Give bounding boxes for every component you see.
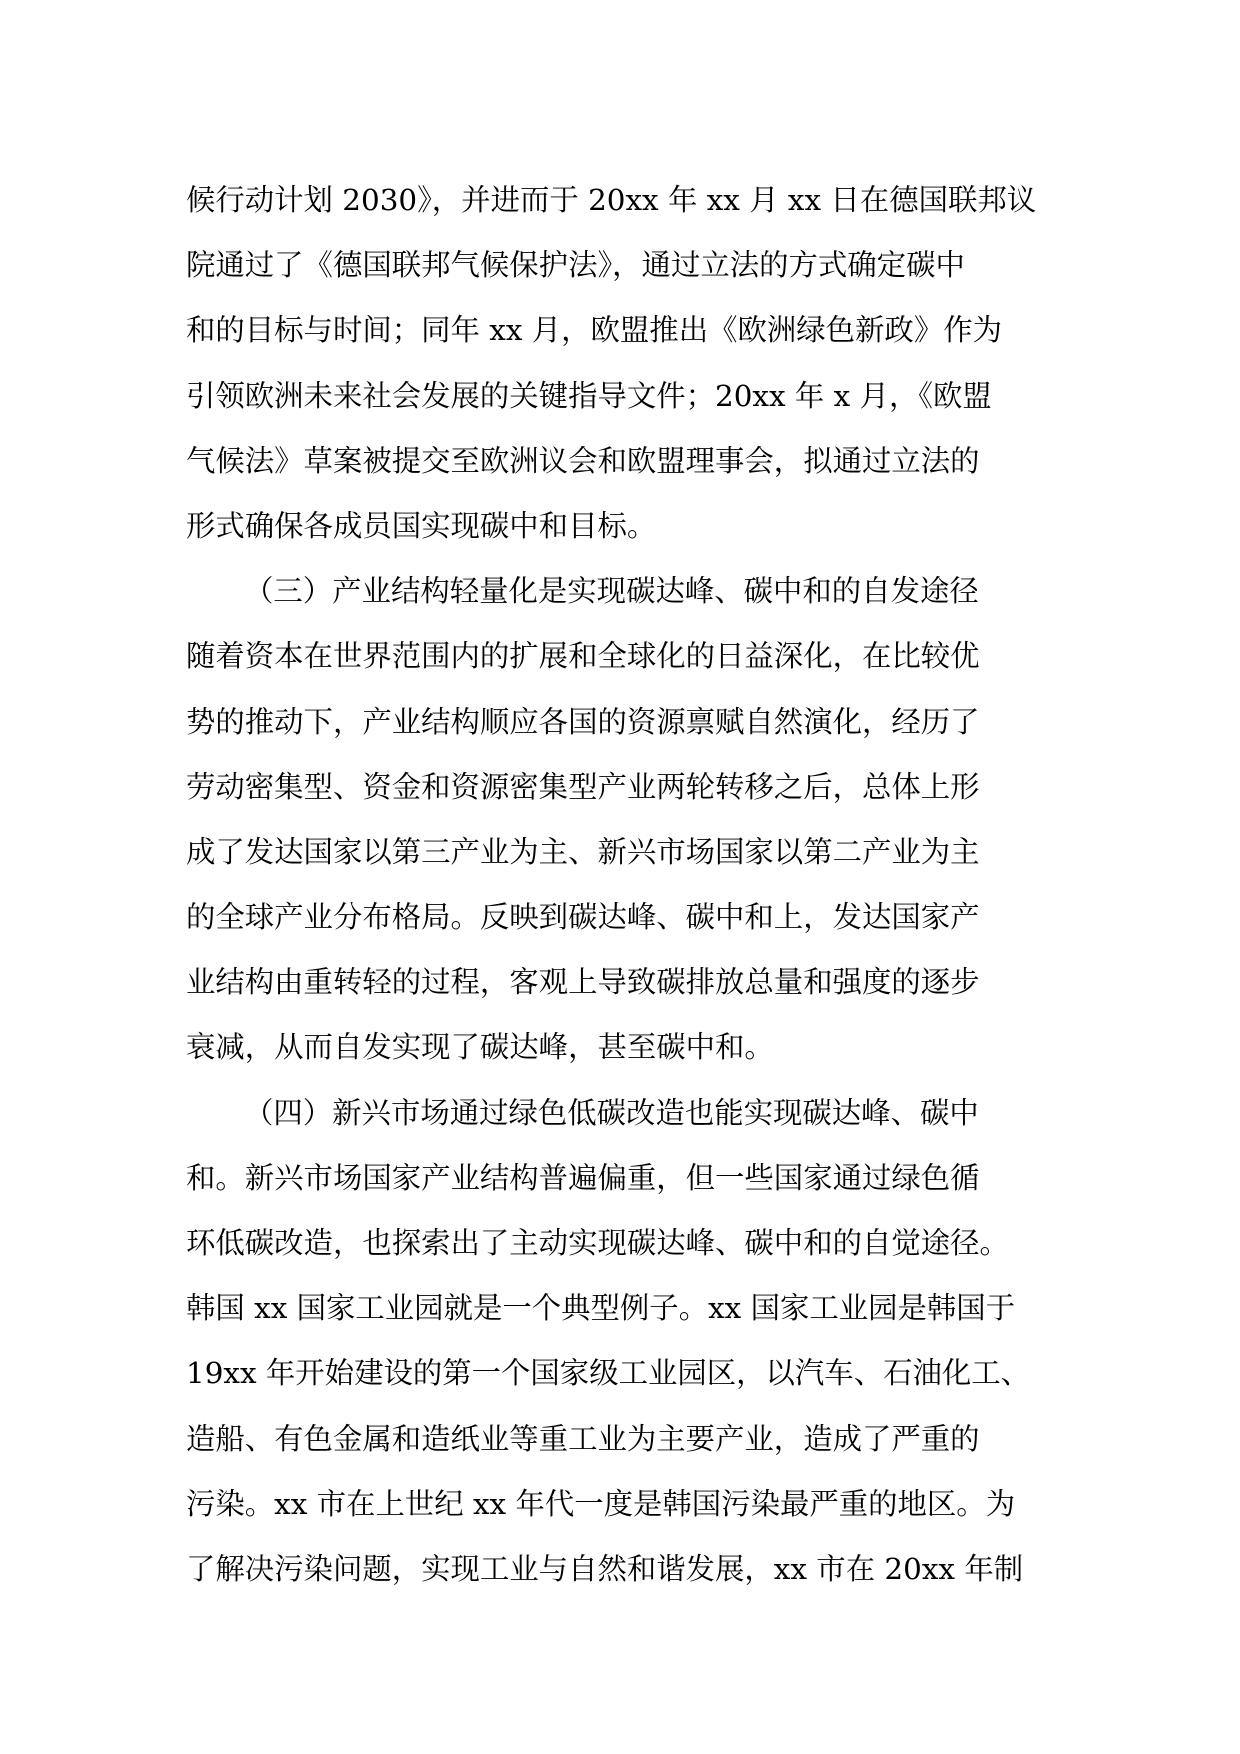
text-line: 气候法》草案被提交至欧洲议会和欧盟理事会，拟通过立法的 bbox=[186, 443, 980, 478]
text-line: 成了发达国家以第三产业为主、新兴市场国家以第二产业为主 bbox=[186, 834, 980, 869]
text-line: 的全球产业分布格局。反映到碳达峰、碳中和上，发达国家产 bbox=[186, 900, 980, 935]
text-line: 随着资本在世界范围内的扩展和全球化的日益深化，在比较优 bbox=[186, 639, 980, 674]
text-line: 韩国 xx 国家工业园就是一个典型例子。xx 国家工业园是韩国于 bbox=[186, 1291, 1016, 1326]
text-line: 环低碳改造，也探索出了主动实现碳达峰、碳中和的自觉途径。 bbox=[186, 1226, 1009, 1260]
text-line: 劳动密集型、资金和资源密集型产业两轮转移之后，总体上形 bbox=[186, 769, 980, 804]
body-text bbox=[186, 168, 1066, 1602]
text-line: 候行动计划 2030》，并进而于 20xx 年 xx 月 xx 日在德国联邦议 bbox=[186, 183, 1037, 217]
text-line: 和的目标与时间；同年 xx 月，欧盟推出《欧洲绿色新政》作为 bbox=[186, 313, 1002, 348]
text-line: 形式确保各成员国实现碳中和目标。 bbox=[186, 508, 657, 543]
text-line: （三）产业结构轻量化是实现碳达峰、碳中和的自发途径 bbox=[244, 574, 979, 609]
text-line: 院通过了《德国联邦气候保护法》，通过立法的方式确定碳中 bbox=[186, 248, 965, 283]
text-line: 了解决污染问题，实现工业与自然和谐发展，xx 市在 20xx 年制 bbox=[186, 1551, 1024, 1586]
text-line: 衰减，从而自发实现了碳达峰，甚至碳中和。 bbox=[186, 1030, 774, 1065]
text-line: 19xx 年开始建设的第一个国家级工业园区，以汽车、石油化工、 bbox=[186, 1356, 1031, 1391]
text-line: 势的推动下，产业结构顺应各国的资源禀赋自然演化，经历了 bbox=[186, 704, 980, 739]
text-line: 和。新兴市场国家产业结构普遍偏重，但一些国家通过绿色循 bbox=[186, 1160, 980, 1195]
text-line: 引领欧洲未来社会发展的关键指导文件；20xx 年 x 月，《欧盟 bbox=[186, 378, 992, 413]
text-line: 造船、有色金属和造纸业等重工业为主要产业，造成了严重的 bbox=[186, 1421, 980, 1456]
text-line: 污染。xx 市在上世纪 xx 年代一度是韩国污染最严重的地区。为 bbox=[186, 1486, 1016, 1521]
text-line: 业结构由重转轻的过程，客观上导致碳排放总量和强度的逐步 bbox=[186, 965, 980, 1000]
text-line: （四）新兴市场通过绿色低碳改造也能实现碳达峰、碳中 bbox=[244, 1095, 979, 1130]
